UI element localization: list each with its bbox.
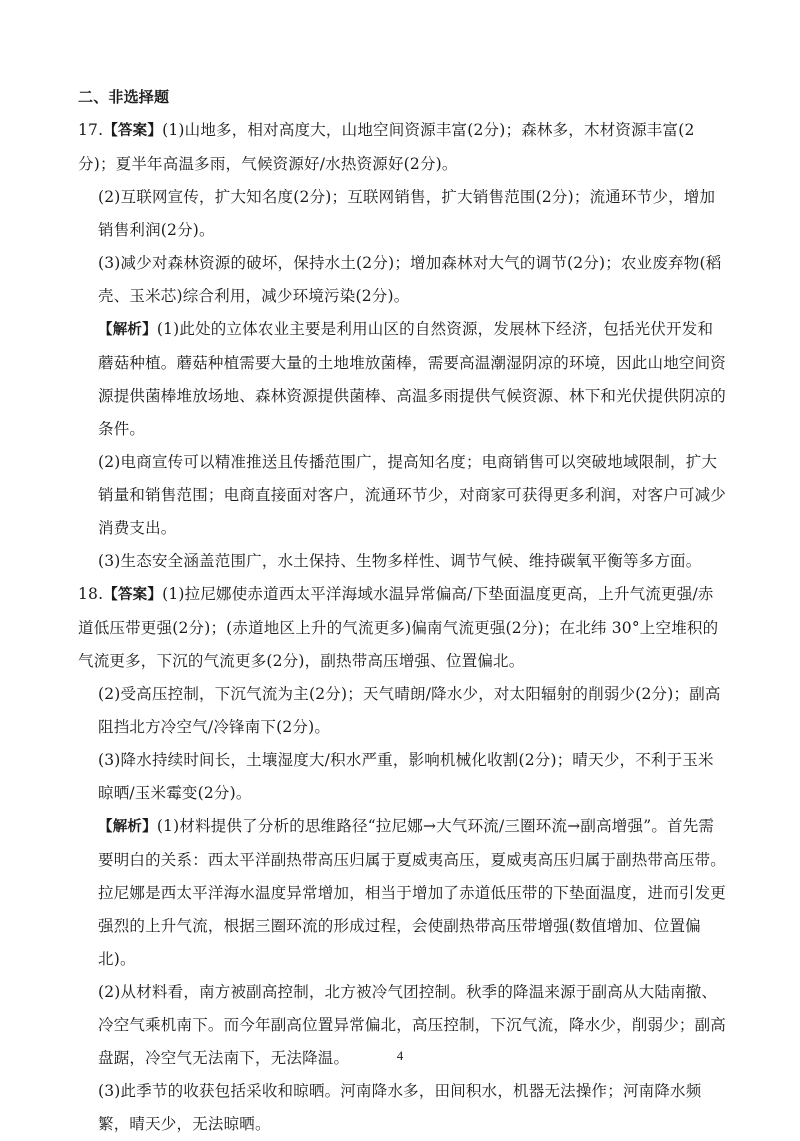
q17-analysis-1-text: (1)此处的立体农业主要是利用山区的自然资源，发展林下经济，包括光伏开发和蘑菇种植。蘑菇种植需要大量的土地堆放菌棒，需要高温潮湿阴凉的环境，因此山地空间资源提供菌棒堆放场地、森林资源提供菌棒、高温多雨提供气候资源、林下和光伏提供阴凉的条件。 xyxy=(98,320,727,438)
q18-number: 18. xyxy=(78,585,104,603)
q17-answer-1 xyxy=(78,114,728,181)
q17-answer-1-text: (1)山地多，相对高度大，山地空间资源丰富(2分)；森林多，木材资源丰富(2分)；夏半年高温多雨，气候资源好/水热资源好(2分)。 xyxy=(78,121,695,173)
q18-answer-tag: 【答案】 xyxy=(103,587,163,603)
section-title: 二、非选择题 xyxy=(78,88,170,106)
q18-answer-3: (3)降水持续时间长，土壤湿度大/积水严重，影响机械化收割(2分)；晴天少，不利于玉米晾晒/玉米霉变(2分)。 xyxy=(98,751,714,802)
q18-analysis-3: (3)此季节的收获包括采收和晾晒。河南降水多，田间积水，机器无法操作；河南降水频繁，晴天少，无法晾晒。 xyxy=(98,1082,702,1133)
q18-answer-1 xyxy=(78,578,728,678)
q18-answer-1-text: (1)拉尼娜使赤道西太平洋海域水温异常偏高/下垫面温度更高，上升气流更强/赤道低压带更强(2分)；(赤道地区上升的气流更多)偏南气流更强(2分)；在北纬 30°上空堆积的气流更多，下沉的气流更多(2分)，副热带高压增强、位置偏北。 xyxy=(78,585,719,670)
q17-analysis-1 xyxy=(78,313,728,446)
q17-analysis-2: (2)电商宣传可以精准推送且传播范围广，提高知名度；电商销售可以突破地域限制，扩大销量和销售范围；电商直接面对客户，流通环节少，对商家可获得更多利润，对客户可减少消费支出。 xyxy=(98,453,727,537)
q17-answer-3: (3)减少对森林资源的破坏，保持水土(2分)；增加森林对大气的调节(2分)；农业废弃物(稻壳、玉米芯)综合利用，减少环境污染(2分)。 xyxy=(98,254,722,305)
q18-analysis-tag: 【解析】 xyxy=(98,819,157,835)
q17-answer-tag: 【答案】 xyxy=(103,123,163,139)
page-number: 4 xyxy=(396,1048,404,1063)
q17-number: 17. xyxy=(78,121,104,139)
q17-analysis-3: (3)生态安全涵盖范围广，水土保持、生物多样性、调节气候、维持碳氧平衡等多方面。 xyxy=(98,552,702,570)
q17-analysis-tag: 【解析】 xyxy=(98,322,157,338)
document-content xyxy=(78,80,728,1141)
question-17 xyxy=(78,114,728,578)
q18-analysis-2: (2)从材料看，南方被副高控制，北方被冷气团控制。秋季的降温来源于副高从大陆南撤、冷空气乘机南下。而今年副高位置异常偏北，高压控制，下沉气流，降水少，削弱少；副高盘踞，冷空气无法南下，无法降温。 xyxy=(98,983,727,1067)
q18-answer-2: (2)受高压控制，下沉气流为主(2分)；天气晴朗/降水少，对太阳辐射的削弱少(2分)；副高阻挡北方冷空气/冷锋南下(2分)。 xyxy=(98,685,721,736)
q17-answer-2: (2)互联网宣传，扩大知名度(2分)；互联网销售，扩大销售范围(2分)；流通环节少，增加销售利润(2分)。 xyxy=(98,188,716,239)
q18-analysis-1 xyxy=(78,810,728,976)
q18-analysis-1-text: (1)材料提供了分析的思维路径“拉尼娜→大气环流/三圈环流→副高增强”。首先需要明白的关系：西太平洋副热带高压归属于夏威夷高压，夏威夷高压归属于副热带高压带。拉尼娜是西太平洋海水温度异常增加，相当于增加了赤道低压带的下垫面温度，进而引发更强烈的上升气流，根据三圈环流的形成过程，会使副热带高压带增强(数值增加、位置偏北)。 xyxy=(98,817,727,968)
